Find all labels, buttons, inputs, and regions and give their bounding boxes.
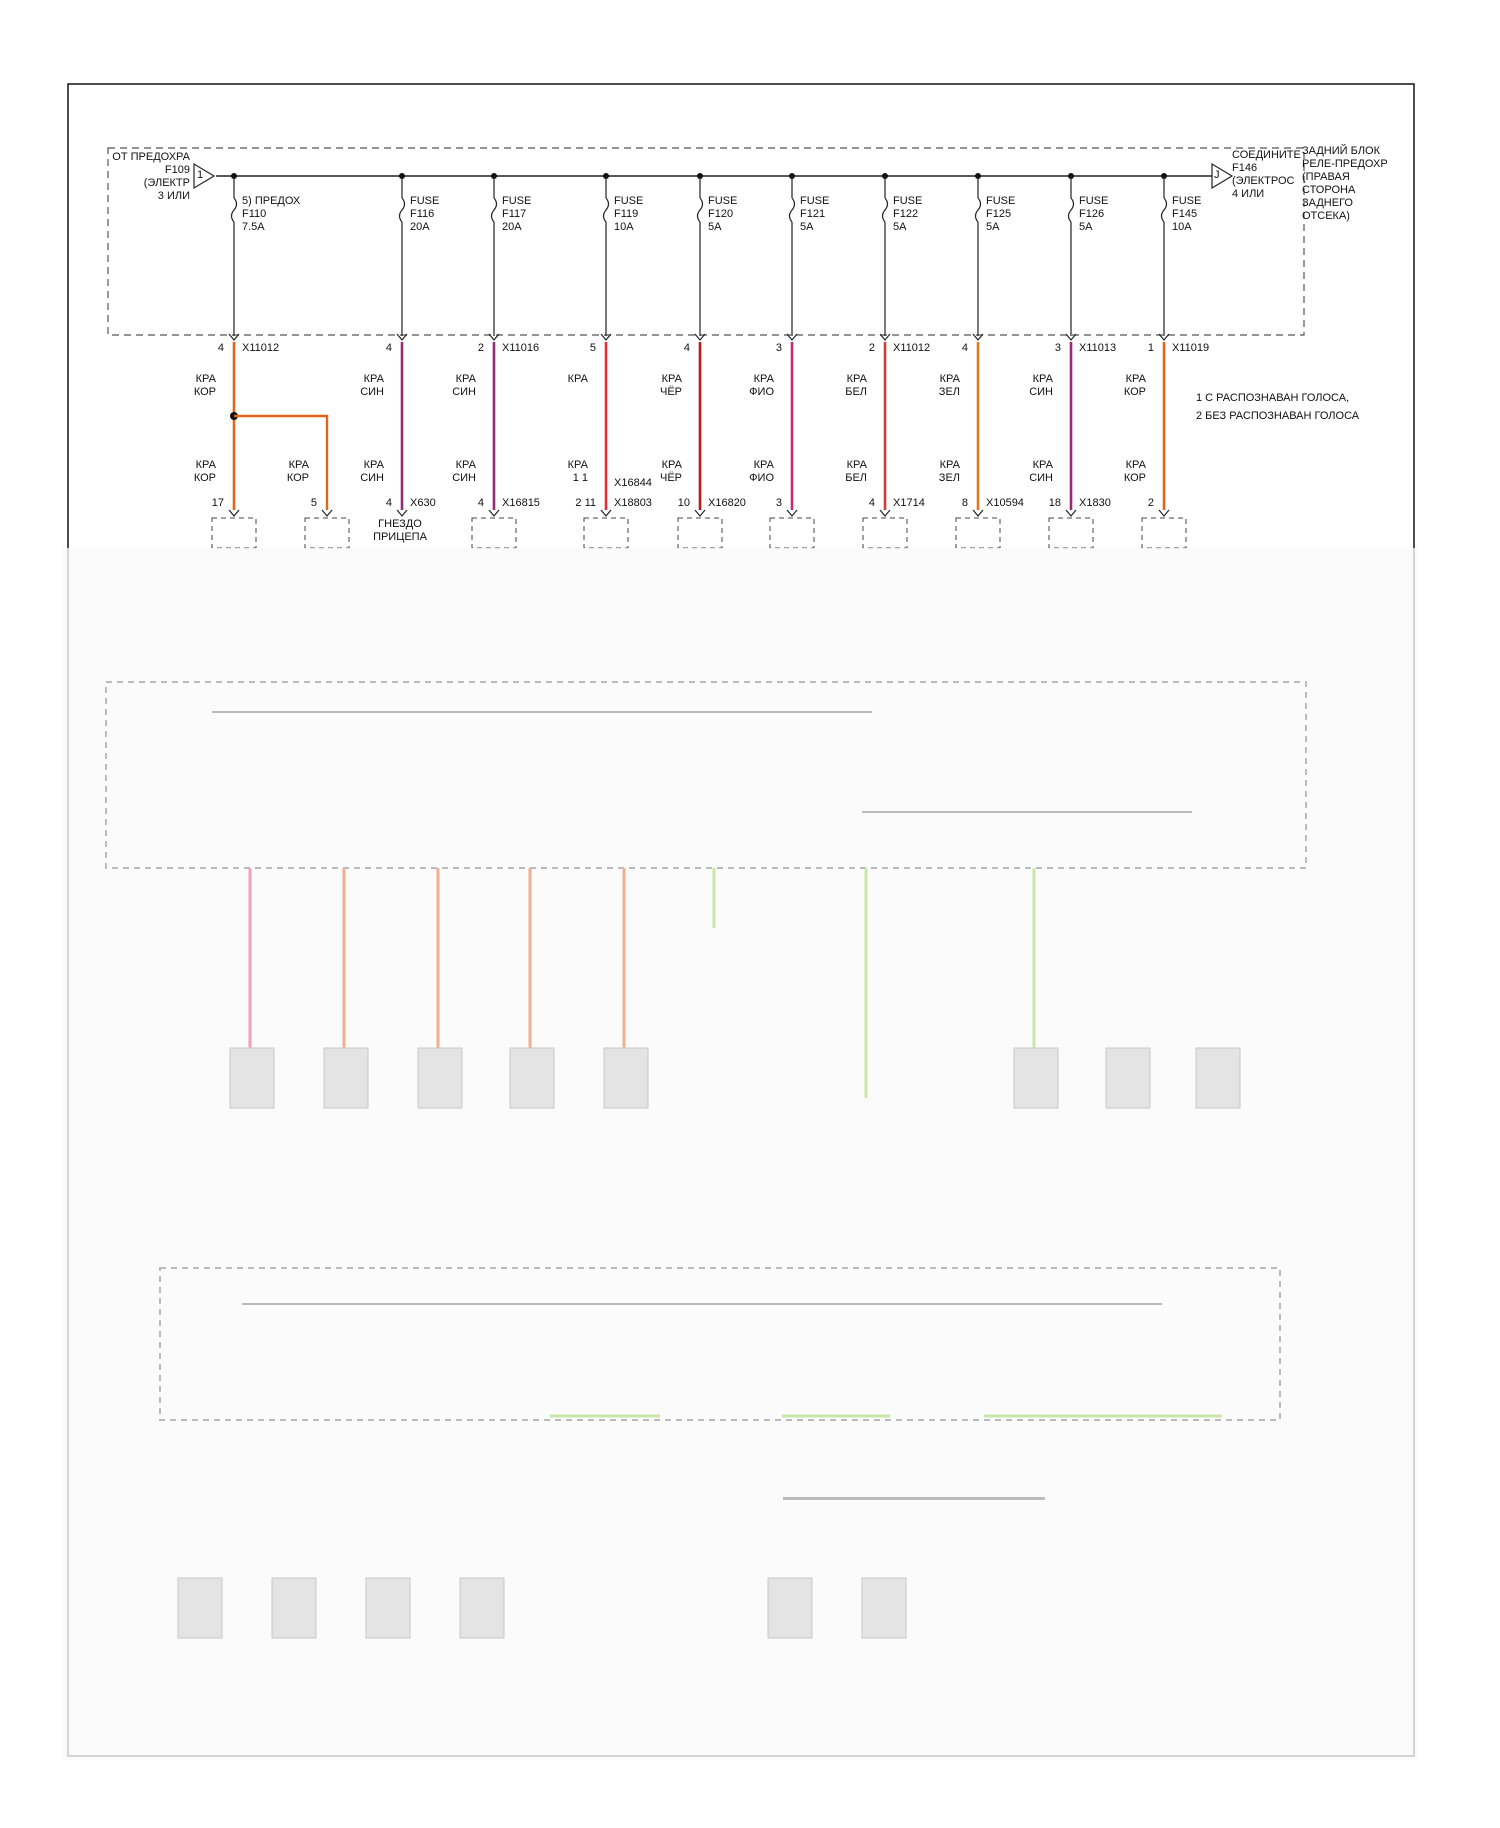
wire-color-label: КРА	[939, 459, 960, 471]
trailer-socket-label: ГНЕЗДО ПРИЦЕПА	[373, 518, 427, 543]
wire-color-label: КРА	[661, 459, 682, 471]
fuse-label: F126	[1079, 208, 1105, 220]
fuse-label: F121	[800, 208, 826, 220]
fuse-label: F119	[614, 208, 639, 220]
blurred-sketch	[62, 548, 1418, 1760]
wire-color-label: КОР	[286, 472, 309, 484]
wire-color-label: ФИО	[749, 386, 774, 398]
connector-id: X10594	[986, 497, 1024, 509]
fuse-label: 10A	[614, 221, 634, 233]
component-connector	[678, 518, 722, 548]
connector-chevron-icon	[229, 510, 239, 516]
connector-id: X630	[410, 497, 436, 509]
connector-id: X18803	[614, 497, 652, 509]
fuse-icon	[976, 198, 981, 222]
fuse-icon	[232, 198, 237, 222]
fuse-label: F122	[893, 208, 919, 220]
connector-chevron-icon	[695, 510, 705, 516]
connector-id: X11016	[502, 342, 540, 354]
wire-color-label: КРА	[1032, 459, 1053, 471]
connector-pin: 10	[677, 497, 690, 509]
connector-pin: 3	[775, 497, 782, 509]
component-connector	[1142, 518, 1186, 548]
branch-wire	[234, 416, 327, 510]
wire-color-label: КРА	[567, 459, 588, 471]
legend-note-2: 2 БЕЗ РАСПОЗНАВАН ГОЛОСА	[1196, 410, 1360, 422]
connector-id: X16815	[502, 497, 540, 509]
fuse-label: F145	[1172, 208, 1198, 220]
legend-note-1: 1 С РАСПОЗНАВАН ГОЛОСА,	[1196, 392, 1350, 404]
wire-color-label: КРА	[846, 373, 867, 385]
fuse-icon	[883, 198, 888, 222]
fuse-label: FUSE	[1079, 195, 1109, 207]
connector-pin: 5	[589, 342, 596, 354]
fuse-label: FUSE	[800, 195, 830, 207]
connector-pin: 1	[1147, 342, 1154, 354]
wire-color-label: КОР	[193, 386, 216, 398]
fuse-label: FUSE	[1172, 195, 1202, 207]
wire-color-label: ЗЕЛ	[938, 386, 960, 398]
fuse-label: F117	[502, 208, 527, 220]
wire-color-label: КРА	[846, 459, 867, 471]
component-connector	[305, 518, 349, 548]
connector-chevron-icon	[322, 510, 332, 516]
connector-chevron-icon	[973, 510, 983, 516]
component-connector	[584, 518, 628, 548]
connector-pin: 4	[217, 342, 224, 354]
source-left-label: ОТ ПРЕДОХРА F109 (ЭЛЕКТР 3 ИЛИ	[112, 151, 190, 202]
connector-chevron-icon	[1159, 510, 1169, 516]
connector-id: X1830	[1079, 497, 1111, 509]
wire-color-label: КРА	[753, 373, 774, 385]
fuse-label: 5A	[708, 221, 722, 233]
wire-color-label: СИН	[1029, 472, 1053, 484]
fuse-label: F116	[410, 208, 435, 220]
fuse-label: 7.5A	[242, 221, 265, 233]
component-connector	[1049, 518, 1093, 548]
fuse-icon	[400, 198, 405, 222]
fuse-label: FUSE	[986, 195, 1016, 207]
fuse-icon	[790, 198, 795, 222]
source-left-pin: 1	[197, 169, 204, 181]
wire-color-label: КРА	[939, 373, 960, 385]
wire-color-label: КРА	[1125, 459, 1146, 471]
fuse-label: FUSE	[893, 195, 923, 207]
connector-pin: 4	[961, 342, 968, 354]
wire-color-label: КРА	[1125, 373, 1146, 385]
fuse-label: 5A	[893, 221, 907, 233]
fuse-label: 5A	[1079, 221, 1093, 233]
connector-chevron-icon	[397, 510, 407, 516]
wire-color-label: КОР	[193, 472, 216, 484]
connector-id: X16844	[614, 477, 652, 489]
connector-id: X11013	[1079, 342, 1117, 354]
fuse-label: 10A	[1172, 221, 1192, 233]
source-right-label: СОЕДИНИТЕ F146 (ЭЛЕКТРОС 4 ИЛИ	[1232, 149, 1301, 200]
wire-color-label: БЕЛ	[845, 472, 867, 484]
connector-chevron-icon	[601, 510, 611, 516]
fuse-label: F120	[708, 208, 734, 220]
wire-color-label: КОР	[1123, 472, 1146, 484]
fuse-label: F110	[242, 208, 267, 220]
blurred-region	[62, 548, 1418, 1760]
fuse-label: FUSE	[614, 195, 644, 207]
connector-id: X11012	[893, 342, 931, 354]
component-connector	[770, 518, 814, 548]
connector-pin: 8	[961, 497, 968, 509]
fuse-icon	[1162, 198, 1167, 222]
fuse-label: FUSE	[708, 195, 738, 207]
wire-color-label: КРА	[753, 459, 774, 471]
connector-pin: 4	[385, 342, 392, 354]
connector-chevron-icon	[880, 510, 890, 516]
wire-color-label: КРА	[567, 373, 588, 385]
connector-pin: 4	[477, 497, 484, 509]
wire-color-label: КРА	[195, 459, 216, 471]
connector-pin: 2	[477, 342, 484, 354]
wire-color-label: СИН	[452, 472, 476, 484]
wire-color-label: КРА	[288, 459, 309, 471]
connector-pin: 2 11	[575, 497, 596, 509]
fuse-label: 20A	[410, 221, 430, 233]
connector-id: X1714	[893, 497, 925, 509]
connector-id: X11019	[1172, 342, 1210, 354]
fuse-label: FUSE	[410, 195, 440, 207]
wire-color-label: ЗЕЛ	[938, 472, 960, 484]
fuse-label: 5A	[986, 221, 1000, 233]
component-connector	[863, 518, 907, 548]
connector-pin: 2	[868, 342, 875, 354]
fuse-label: FUSE	[502, 195, 532, 207]
wire-color-label: СИН	[1029, 386, 1053, 398]
source-right-pin: J	[1214, 169, 1220, 181]
wire-color-label: КРА	[195, 373, 216, 385]
connector-id: X11012	[242, 342, 280, 354]
wire-color-label: КОР	[1123, 386, 1146, 398]
wire-color-label: СИН	[360, 472, 384, 484]
connector-chevron-icon	[489, 510, 499, 516]
connector-pin: 3	[1054, 342, 1061, 354]
wire-color-label: КРА	[455, 459, 476, 471]
fuse-label: F125	[986, 208, 1012, 220]
wire-color-label: 1 1	[572, 472, 588, 484]
wire-color-label: СИН	[360, 386, 384, 398]
wire-color-label: ЧЁР	[659, 386, 682, 398]
connector-pin: 4	[868, 497, 875, 509]
fuse-icon	[604, 198, 609, 222]
connector-pin: 4	[385, 497, 392, 509]
wire-color-label: КРА	[661, 373, 682, 385]
connector-pin: 5	[310, 497, 317, 509]
wire-color-label: КРА	[363, 459, 384, 471]
wire-color-label: ЧЁР	[659, 472, 682, 484]
connector-chevron-icon	[1066, 510, 1076, 516]
fuse-icon	[1069, 198, 1074, 222]
fuse-label: 5A	[800, 221, 814, 233]
wire-color-label: КРА	[455, 373, 476, 385]
wire-color-label: БЕЛ	[845, 386, 867, 398]
wire-color-label: ФИО	[749, 472, 774, 484]
fuse-label: 5) ПРЕДОХ	[242, 195, 301, 207]
wire-color-label: КРА	[363, 373, 384, 385]
connector-pin: 18	[1048, 497, 1061, 509]
connector-pin: 4	[683, 342, 690, 354]
component-connector	[956, 518, 1000, 548]
wire-color-label: СИН	[452, 386, 476, 398]
connector-pin: 2	[1147, 497, 1154, 509]
fuse-icon	[492, 198, 497, 222]
connector-pin: 17	[211, 497, 224, 509]
connector-pin: 3	[775, 342, 782, 354]
block-label: ЗАДНИЙ БЛОК РЕЛЕ-ПРЕДОХР (ПРАВАЯ СТОРОНА ЗАДНЕГО ОТСЕКА)	[1302, 145, 1388, 222]
wire-color-label: КРА	[1032, 373, 1053, 385]
fuse-icon	[698, 198, 703, 222]
component-connector	[472, 518, 516, 548]
connector-id: X16820	[708, 497, 746, 509]
connector-chevron-icon	[787, 510, 797, 516]
component-connector	[212, 518, 256, 548]
fuse-label: 20A	[502, 221, 522, 233]
